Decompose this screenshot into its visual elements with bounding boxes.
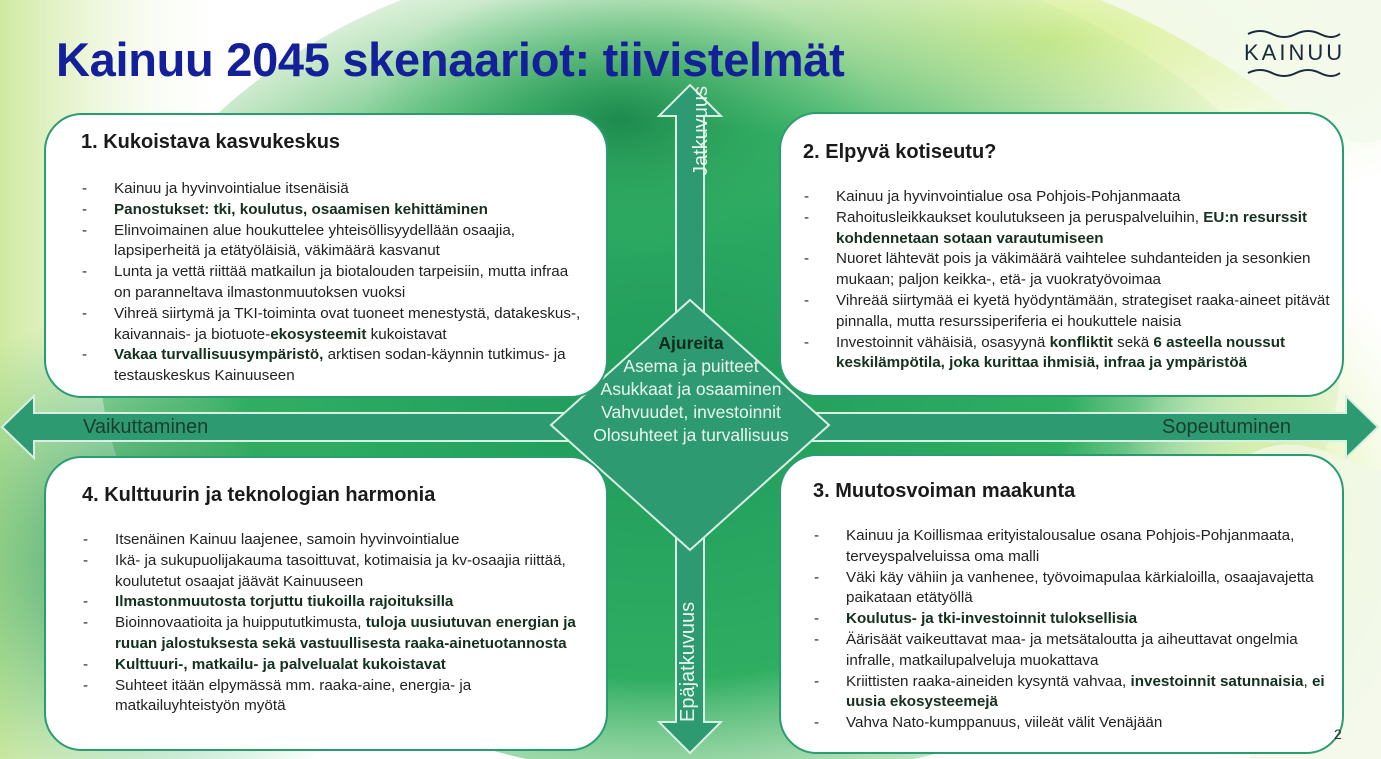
list-item: - Kulttuuri-, matkailu- ja palvelualat kukoistavat [83, 655, 593, 676]
list-item: - Rahoitusleikkaukset koulutukseen ja peruspalveluihin, EU:n resurssit kohdennetaan sotaan varautumiseen [804, 208, 1344, 250]
scenario-card-3 [779, 454, 1344, 754]
scenario-title: 2. Elpyvä kotiseutu? [803, 141, 997, 163]
list-item: - Bioinnovaatioita ja huippututkimusta, tuloja uusiutuvan energian ja ruuan jalostuksesta sekä vastuullisesta raaka-ainetuotannosta [83, 613, 593, 655]
list-item: - Koulutus- ja tki-investoinnit tuloksellisia [814, 609, 1334, 630]
list-item: - Itsenäinen Kainuu laajenee, samoin hyvinvointialue [83, 530, 593, 551]
axis-label-up: Jatkuvuus [690, 85, 712, 176]
list-item: - Vihreä siirtymä ja TKI-toiminta ovat tuoneet menestystä, datakeskus-, kaivannais- ja biotuote-ekosysteemit kukoistavat [82, 304, 582, 346]
list-item: - Lunta ja vettä riittää matkailun ja biotalouden tarpeisiin, mutta infraa on paranneltava ilmastonmuutoksen vuoksi [82, 262, 582, 304]
driver-item: Asukkaat ja osaaminen [600, 379, 782, 399]
scenario-list [804, 187, 1344, 374]
logo-text: KAINUU [1244, 40, 1346, 65]
list-item: - Kainuu ja hyvinvointialue osa Pohjois-Pohjanmaata [804, 187, 1344, 208]
list-item: - Väki käy vähiin ja vanhenee, työvoimapulaa kärkialoilla, osaajavajetta paikataan etätyöllä [814, 568, 1334, 610]
kainuu-logo [1244, 26, 1346, 82]
list-item: - Panostukset: tki, koulutus, osaamisen kehittäminen [82, 200, 582, 221]
scenario-card-2 [779, 112, 1344, 397]
scenario-title: 3. Muutosvoiman maakunta [813, 480, 1076, 502]
axis-label-down: Epäjatkuvuus [677, 601, 699, 722]
driver-item: Olosuhteet ja turvallisuus [593, 425, 789, 445]
list-item: - Investoinnit vähäisiä, osasyynä konfliktit sekä 6 asteella noussut keskilämpötila, joka kurittaa ihmisiä, infraa ja ympäristöä [804, 333, 1344, 375]
list-item: - Äärisäät vaikeuttavat maa- ja metsätaloutta ja aiheuttavat ongelmia infralle, matkailupalveluja muokattava [814, 630, 1334, 672]
scenario-title: 1. Kukoistava kasvukeskus [81, 131, 341, 153]
driver-item: Vahvuudet, investoinnit [601, 402, 781, 422]
axis-label-left: Vaikuttaminen [83, 416, 209, 438]
list-item: - Vahva Nato-kumppanuus, viileät välit Venäjään [814, 713, 1334, 734]
list-item: - Ikä- ja sukupuolijakauma tasoittuvat, kotimaisia ja kv-osaajia riittää, koulutetut osaajat jäävät Kainuuseen [83, 551, 593, 593]
list-item: - Kainuu ja Koillismaa erityistalousalue osana Pohjois-Pohjanmaata, terveyspalveluissa oma malli [814, 526, 1334, 568]
list-item: - Kriittisten raaka-aineiden kysyntä vahvaa, investoinnit satunnaisia, ei uusia ekosysteemejä [814, 672, 1334, 714]
page-title: Kainuu 2045 skenaariot: tiivistelmät [56, 33, 845, 86]
list-item: - Kainuu ja hyvinvointialue itsenäisiä [82, 179, 582, 200]
list-item: - Ilmastonmuutosta torjuttu tiukoilla rajoituksilla [83, 592, 593, 613]
scenario-list [814, 526, 1334, 734]
list-item: - Suhteet itään elpymässä mm. raaka-aine, energia- ja matkailuyhteistyön myötä [83, 676, 593, 718]
axis-label-right: Sopeutuminen [1162, 416, 1291, 438]
list-item: - Vihreää siirtymää ei kyetä hyödyntämään, strategiset raaka-aineet pitävät pinnalla, mutta resurssiperiferia ei houkuttele naisia [804, 291, 1344, 333]
drivers-title: Ajureita [658, 333, 724, 353]
page-number: 2 [1334, 726, 1342, 742]
scenario-card-1 [44, 113, 608, 398]
scenario-list [82, 179, 582, 387]
driver-item: Asema ja puitteet [623, 356, 759, 376]
list-item: - Nuoret lähtevät pois ja väkimäärä vaihtelee suhdanteiden ja sesonkien mukaan; paljon keikka-, etä- ja vuokratyövoimaa [804, 249, 1344, 291]
list-item: - Elinvoimainen alue houkuttelee yhteisöllisyydellään osaajia, lapsiperheitä ja etätyöläisiä, väkimäärä kasvanut [82, 221, 582, 263]
list-item: - Vakaa turvallisuusympäristö, arktisen sodan-käynnin tutkimus- ja testauskeskus Kainuuseen [82, 345, 582, 387]
scenario-card-4 [44, 456, 608, 751]
scenario-title: 4. Kulttuurin ja teknologian harmonia [82, 484, 436, 506]
scenario-list [83, 530, 593, 717]
